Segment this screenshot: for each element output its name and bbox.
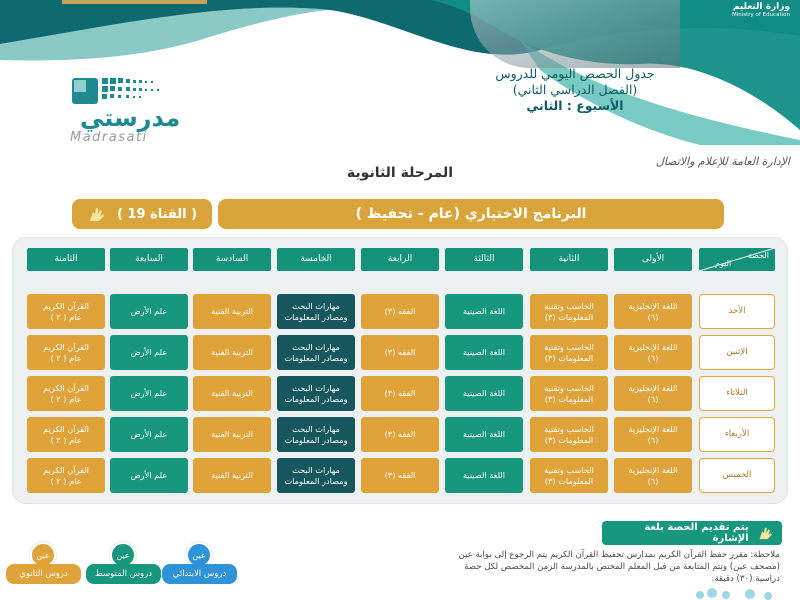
- footer-note: ملاحظة: مقرر حفظ القرآن الكريم بمدارس تحفيظ القرآن الكريم يتم الرجوع إلى بوابة عين (مصحف عين) وتتم المتابعة من قبل المعلم المختص بالمدرسة الزمن المخصص لكل حصة دراسية (٣٠) دقيقة.: [458, 550, 780, 584]
- period-header: السابعة: [110, 248, 188, 271]
- day-label: الخميس: [699, 458, 775, 493]
- lesson-cell[interactable]: علم الأرض: [110, 335, 188, 370]
- lesson-cell[interactable]: اللغة الإنجليزية (٦): [614, 294, 692, 329]
- title-line-1: جدول الحصص اليومي للدروس: [495, 66, 655, 81]
- top-accent-bar: [62, 0, 207, 4]
- lesson-cell[interactable]: القرآن الكريم عام ( ٢ ): [27, 335, 105, 370]
- decorative-bubbles: [690, 585, 790, 600]
- period-header: الثالثة: [445, 248, 523, 271]
- day-label: الإثنين: [699, 335, 775, 370]
- lesson-cell[interactable]: القرآن الكريم عام ( ٢ ): [27, 417, 105, 452]
- logo-text-en: Madrasati: [70, 130, 148, 145]
- lesson-cell[interactable]: القرآن الكريم عام ( ٢ ): [27, 376, 105, 411]
- corner-header: [699, 248, 775, 271]
- lesson-cell[interactable]: الحاسب وتقنية المعلومات (٣): [530, 458, 608, 493]
- sign-language-note: [602, 521, 782, 545]
- lesson-cell[interactable]: مهارات البحث ومصادر المعلومات: [277, 294, 355, 329]
- sign-language-note-text: يتم تقديم الحصة بلغة الإشارة: [644, 522, 749, 544]
- lesson-cell[interactable]: الفقه (٣): [361, 458, 439, 493]
- period-header: الثانية: [530, 248, 608, 271]
- lesson-cell[interactable]: علم الأرض: [110, 294, 188, 329]
- lesson-cell[interactable]: اللغة الصينية: [445, 335, 523, 370]
- stage-title: المرحلة الثانوية: [346, 165, 454, 181]
- period-header: السادسة: [193, 248, 271, 271]
- lesson-cell[interactable]: اللغة الإنجليزية (٦): [614, 417, 692, 452]
- badge-intermediate-label: دروس المتوسط: [86, 564, 161, 584]
- lesson-cell[interactable]: الفقه (٣): [361, 294, 439, 329]
- title-line-2: (الفصل الدراسي الثاني): [512, 82, 638, 97]
- lesson-cell[interactable]: القرآن الكريم عام ( ٢ ): [27, 458, 105, 493]
- lesson-cell[interactable]: اللغة الصينية: [445, 458, 523, 493]
- lesson-cell[interactable]: اللغة الإنجليزية (٦): [614, 458, 692, 493]
- week-label: الأسبوع : الثاني: [526, 98, 624, 113]
- lesson-cell[interactable]: علم الأرض: [110, 458, 188, 493]
- corner-day-label: اليوم: [715, 258, 732, 268]
- period-header: الثامنة: [27, 248, 105, 271]
- period-header: الأولى: [614, 248, 692, 271]
- lesson-cell[interactable]: مهارات البحث ومصادر المعلومات: [277, 335, 355, 370]
- lesson-cell[interactable]: اللغة الصينية: [445, 294, 523, 329]
- lesson-cell[interactable]: التربية الفنية: [193, 294, 271, 329]
- madrasati-logo: [66, 74, 186, 154]
- channel-bar: [72, 199, 212, 229]
- lesson-cell[interactable]: مهارات البحث ومصادر المعلومات: [277, 458, 355, 493]
- badge-secondary-label: دروس الثانوي: [6, 564, 81, 584]
- schedule-grid: [12, 237, 788, 504]
- corner-period-label: الحصة: [747, 251, 769, 260]
- lesson-cell[interactable]: مهارات البحث ومصادر المعلومات: [277, 376, 355, 411]
- sign-language-icon: [87, 205, 107, 223]
- channel-label: ( القناة 19 ): [116, 206, 198, 222]
- lesson-cell[interactable]: التربية الفنية: [193, 458, 271, 493]
- lesson-cell[interactable]: الفقه (٣): [361, 335, 439, 370]
- sign-language-hand-icon: [757, 525, 774, 541]
- ein-circle-icon: عين: [30, 542, 56, 568]
- lesson-cell[interactable]: الحاسب وتقنية المعلومات (٣): [530, 376, 608, 411]
- period-header: الخامسة: [277, 248, 355, 271]
- lesson-cell[interactable]: الحاسب وتقنية المعلومات (٣): [530, 417, 608, 452]
- lesson-cell[interactable]: التربية الفنية: [193, 417, 271, 452]
- lesson-cell[interactable]: الفقه (٣): [361, 417, 439, 452]
- lesson-cell[interactable]: الفقه (٣): [361, 376, 439, 411]
- ministry-logo: [732, 2, 790, 18]
- directorate-calligraphy: الإدارة العامة للإعلام والاتصال: [655, 155, 790, 168]
- lesson-cell[interactable]: علم الأرض: [110, 376, 188, 411]
- schedule-title: [470, 66, 680, 114]
- logo-text-ar: مدرستي: [80, 104, 181, 132]
- ministry-name-en: Ministry of Education: [731, 12, 790, 18]
- lesson-cell[interactable]: التربية الفنية: [193, 335, 271, 370]
- lesson-cell[interactable]: اللغة الصينية: [445, 417, 523, 452]
- day-label: الأحد: [699, 294, 775, 329]
- lesson-cell[interactable]: اللغة الإنجليزية (٦): [614, 376, 692, 411]
- lesson-cell[interactable]: مهارات البحث ومصادر المعلومات: [277, 417, 355, 452]
- day-label: الثلاثاء: [699, 376, 775, 411]
- lesson-cell[interactable]: علم الأرض: [110, 417, 188, 452]
- ein-circle-icon: عين: [110, 542, 136, 568]
- header-photo: [470, 0, 680, 68]
- ministry-name-ar: وزارة التعليم: [732, 2, 790, 12]
- period-header: الرابعة: [361, 248, 439, 271]
- program-bar: البرنامج الاختياري (عام - تحفيظ ): [218, 199, 724, 229]
- day-label: الأربعاء: [699, 417, 775, 452]
- lesson-cell[interactable]: الحاسب وتقنية المعلومات (٣): [530, 335, 608, 370]
- lesson-cell[interactable]: اللغة الصينية: [445, 376, 523, 411]
- lesson-cell[interactable]: القرآن الكريم عام ( ٢ ): [27, 294, 105, 329]
- lesson-cell[interactable]: الحاسب وتقنية المعلومات (٣): [530, 294, 608, 329]
- lesson-cell[interactable]: اللغة الإنجليزية (٦): [614, 335, 692, 370]
- badge-elementary[interactable]: [162, 542, 237, 590]
- badge-elementary-label: دروس الابتدائي: [162, 564, 237, 584]
- badge-secondary[interactable]: [6, 542, 81, 590]
- lesson-cell[interactable]: التربية الفنية: [193, 376, 271, 411]
- ein-circle-icon: عين: [186, 542, 212, 568]
- badge-intermediate[interactable]: [86, 542, 161, 590]
